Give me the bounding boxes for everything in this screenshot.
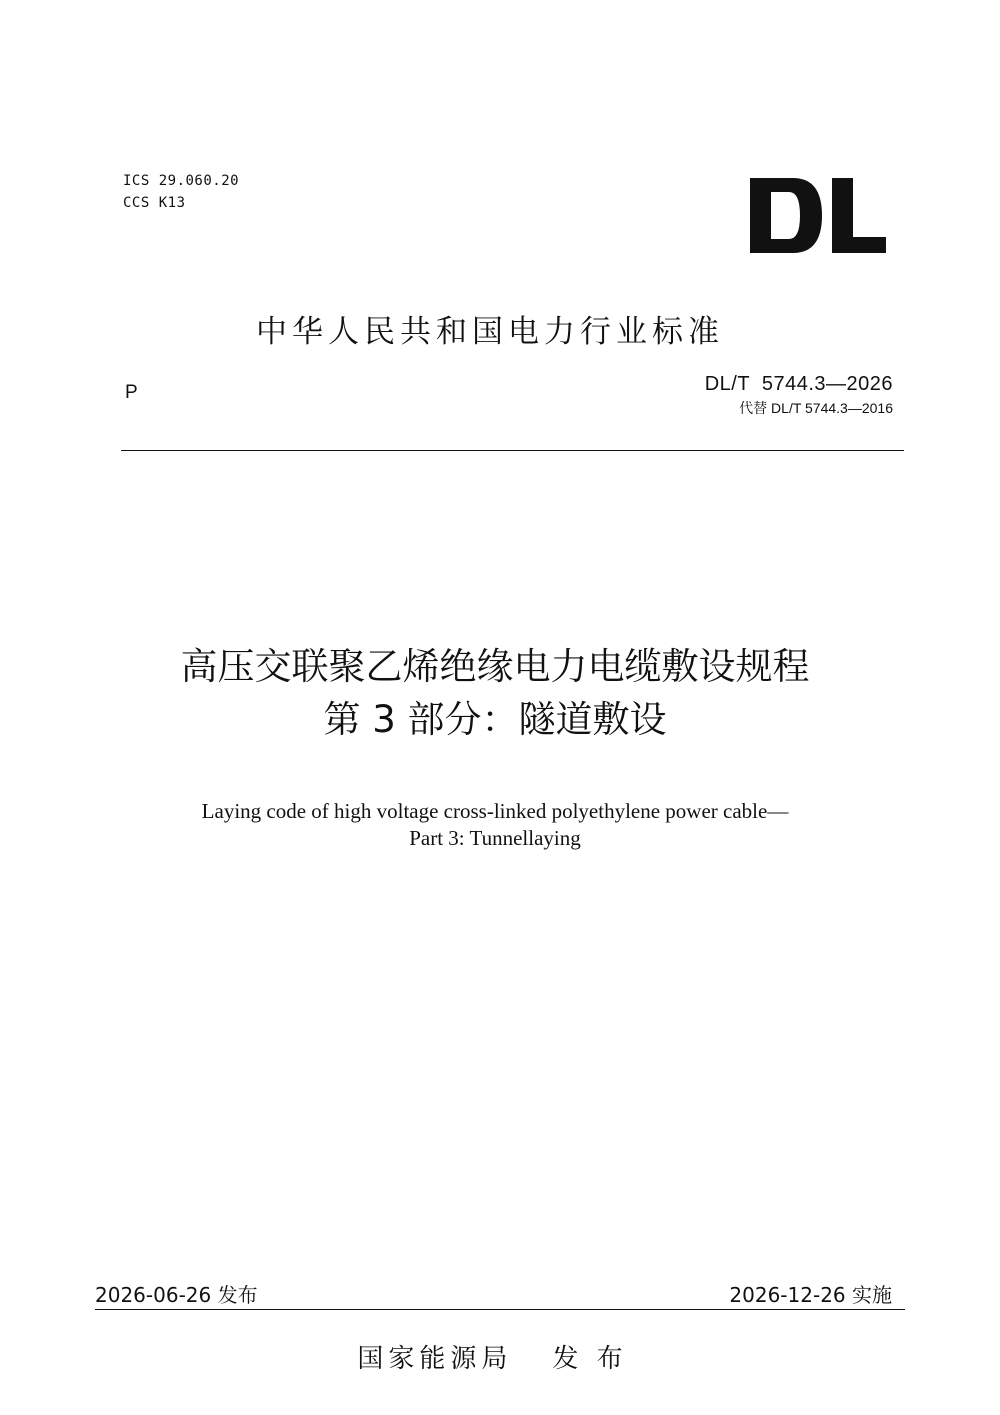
- classification-codes: [123, 170, 239, 214]
- implement-date: 2026-12-26 实施: [729, 1283, 892, 1307]
- issuer-name: 国家能源局: [357, 1344, 513, 1374]
- english-title-line1: Laying code of high voltage cross-linked polyethylene power cable—: [201, 799, 789, 823]
- standard-number: DL/T 5744.3—2026: [704, 373, 893, 395]
- ccs-code: CCS K13: [123, 195, 186, 211]
- footer-divider: [95, 1309, 905, 1310]
- issuer-action: 发 布: [552, 1344, 628, 1374]
- industry-standard-title: 中华人民共和国电力行业标准: [256, 314, 724, 350]
- category-code: P: [125, 382, 138, 403]
- chinese-title-line1: 高压交联聚乙烯绝缘电力电缆敷设规程: [180, 645, 810, 688]
- english-title: [0, 798, 990, 852]
- dl-logo: [748, 178, 888, 253]
- english-title-line2: Part 3: Tunnellaying: [409, 826, 581, 850]
- replaces-standard: 代替 DL/T 5744.3—2016: [739, 400, 893, 416]
- chinese-title-line2: 第 3 部分：隧道敷设: [323, 698, 667, 741]
- ics-code: ICS 29.060.20: [123, 173, 240, 189]
- issuer: [0, 1338, 985, 1375]
- header-divider: [121, 450, 904, 451]
- standard-number-block: [705, 371, 893, 419]
- publish-date: 2026-06-26 发布: [95, 1283, 258, 1307]
- chinese-title: [0, 640, 990, 746]
